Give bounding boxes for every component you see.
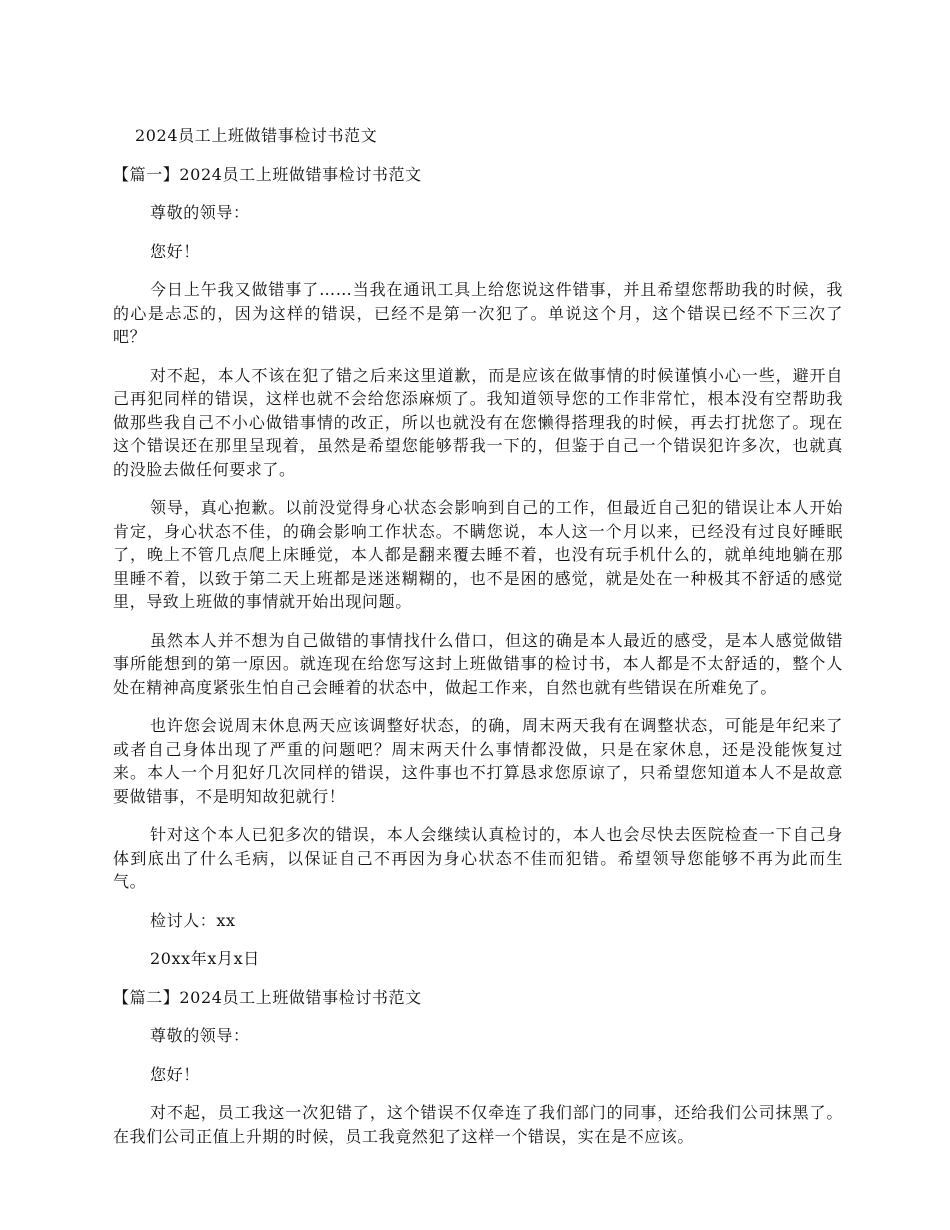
section-2-paragraph: 对不起，员工我这一次犯错了，这个错误不仅牵连了我们部门的同事，还给我们公司抹黑了。在我们公司正值上升期的时候，员工我竟然犯了这样一个错误，实在是不应该。 xyxy=(113,1103,843,1146)
document-title: 2024员工上班做错事检讨书范文 xyxy=(135,126,378,145)
document-page xyxy=(113,124,843,1163)
section-1-paragraph: 针对这个本人已犯多次的错误，本人会继续认真检讨的，本人也会尽快去医院检查一下自己身体到底出了什么毛病，以保证自己不再因为身心状态不佳而犯错。希望领导您能够不再为此而生气。 xyxy=(113,825,843,891)
section-1-heading: 【篇一】2024员工上班做错事检讨书范文 xyxy=(113,164,422,184)
section-1-paragraph: 虽然本人并不想为自己做错的事情找什么借口，但这的确是本人最近的感受，是本人感觉做错事所能想到的第一原因。就连现在给您写这封上班做错事的检讨书，本人都是不太舒适的，整个人处在精神高度紧张生怕自己会睡着的状态中，做起工作来，自然也就有些错误在所难免了。 xyxy=(113,630,843,697)
section-1-paragraph: 也许您会说周末休息两天应该调整好状态，的确，周末两天我有在调整状态，可能是年纪来了或者自己身体出现了严重的问题吧？周末两天什么事情都没做，只是在家休息，还是没能恢复过来。本人一个月犯好几次同样的错误，这件事也不打算恳求您原谅了，只希望您知道本人不是故意要做错事，不是明知故犯就行！ xyxy=(113,716,843,806)
section-2-greeting: 您好！ xyxy=(150,1064,200,1084)
section-2-heading: 【篇二】2024员工上班做错事检讨书范文 xyxy=(113,987,422,1007)
section-1-paragraph: 对不起，本人不该在犯了错之后来这里道歉，而是应该在做事情的时候谨慎小心一些，避开自己再犯同样的错误，这样也就不会给您添麻烦了。我知道领导您的工作非常忙，根本没有空帮助我做那些我自己不小心做错事情的改正，所以也就没有在您懒得搭理我的时候，再去打扰您了。现在这个错误还在那里呈现着，虽然是希望您能够帮我一下的，但鉴于自己一个错误犯许多次，也就真的没脸去做任何要求了。 xyxy=(113,365,843,479)
section-1-date: 20xx年x月x日 xyxy=(150,949,260,968)
section-1-salutation: 尊敬的领导： xyxy=(150,203,250,222)
section-1-paragraph: 领导，真心抱歉。以前没觉得身心状态会影响到自己的工作，但最近自己犯的错误让本人开始肯定，身心状态不佳，的确会影响工作状态。不瞒您说，本人这一个月以来，已经没有过良好睡眠了，晚上不管几点爬上床睡觉，本人都是翻来覆去睡不着，也没有玩手机什么的，就单纯地躺在那里睡不着，以致于第二天上班都是迷迷糊糊的，也不是困的感觉，就是处在一种极其不舒适的感觉里，导致上班做的事情就开始出现问题。 xyxy=(113,498,843,611)
section-1-paragraph: 今日上午我又做错事了……当我在通讯工具上给您说这件错事，并且希望您帮助我的时候，我的心是忐忑的，因为这样的错误，已经不是第一次犯了。单说这个月，这个错误已经不下三次了吧？ xyxy=(113,280,843,346)
section-1-greeting: 您好！ xyxy=(150,241,200,261)
section-1-signature: 检讨人：xx xyxy=(150,910,236,930)
section-2-salutation: 尊敬的领导： xyxy=(150,1026,250,1045)
